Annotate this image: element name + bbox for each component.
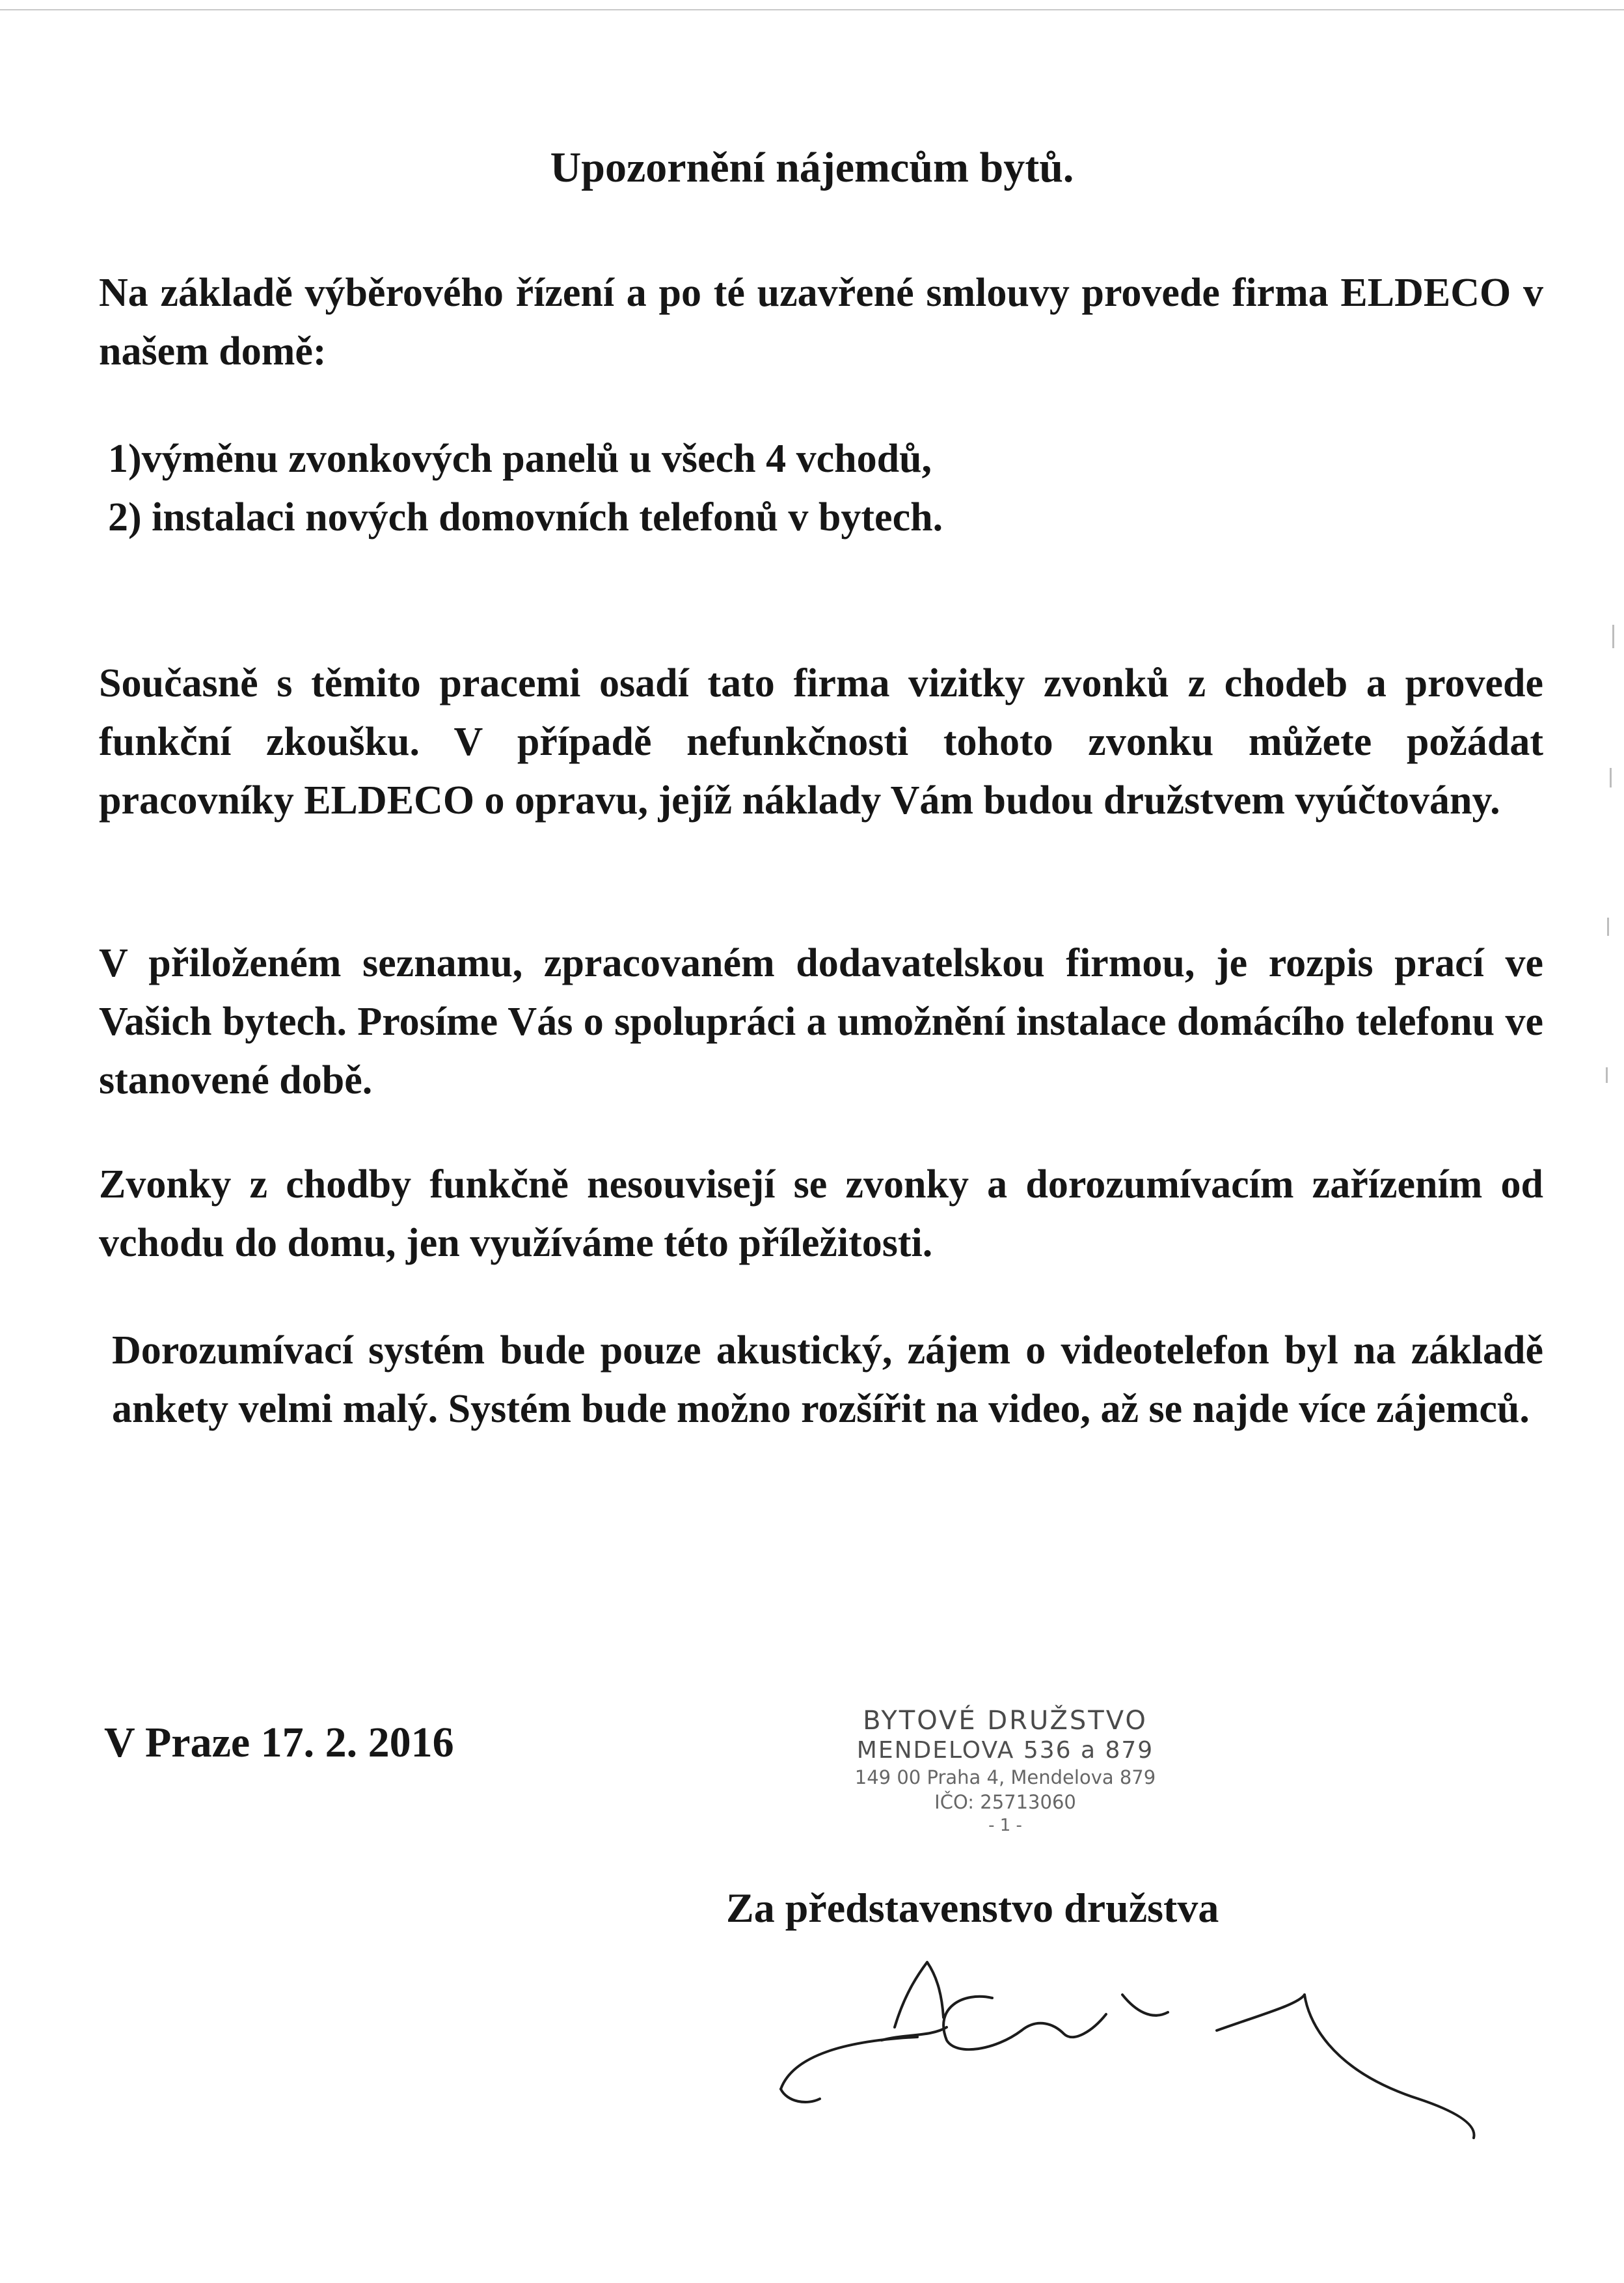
stamp-line: BYTOVÉ DRUŽSTVO: [863, 1706, 1148, 1736]
scan-edge-mark: [1606, 1067, 1608, 1083]
intro-paragraph: Na základě výběrového řízení a po té uzavřené smlouvy provede firma ELDECO v našem domě:: [99, 271, 1543, 374]
handwritten-signature: [768, 1959, 1483, 2174]
paragraph-corridor-bells: Zvonky z chodby funkčně nesouvisejí se zvonky a dorozumívacím zařízením od vchodu do domu, jen využíváme této příležitosti.: [99, 1162, 1543, 1265]
scan-top-border: [0, 9, 1624, 10]
paragraph-installation: Současně s těmito pracemi osadí tato firma vizitky zvonků z chodeb a provede funkční zkoušku. V případě nefunkčnosti tohoto zvonku můžete požádat pracovníky ELDECO o opravu, jejíž náklady Vám budou družstvem vyúčtovány.: [99, 661, 1543, 823]
list-item: 1)výměnu zvonkových panelů u všech 4 vchodů,: [108, 437, 932, 481]
stamp-line: MENDELOVA 536 a 879: [856, 1737, 1154, 1764]
scan-edge-mark: [1607, 918, 1609, 936]
scan-edge-mark: [1612, 625, 1614, 648]
scan-edge-mark: [1610, 768, 1612, 787]
document-title: Upozornění nájemcům bytů.: [550, 144, 1074, 191]
date-line: V Praze 17. 2. 2016: [104, 1719, 454, 1766]
work-list: [99, 430, 1543, 547]
paragraph-schedule: V přiloženém seznamu, zpracovaném dodavatelskou firmou, je rozpis prací ve Vašich bytech. Prosíme Vás o spolupráci a umožnění instalace domácího telefonu ve stanovené době.: [99, 941, 1543, 1102]
stamp-line: IČO: 25713060: [934, 1791, 1076, 1813]
list-item: 2) instalaci nových domovních telefonů v bytech.: [108, 495, 943, 540]
signatory-line: Za představenstvo družstva: [726, 1885, 1219, 1931]
cooperative-stamp: [817, 1705, 1194, 1837]
stamp-line: - 1 -: [988, 1816, 1022, 1835]
stamp-line: 149 00 Praha 4, Mendelova 879: [854, 1766, 1156, 1788]
paragraph-intercom-system: Dorozumívací systém bude pouze akustický, zájem o videotelefon byl na základě ankety velmi malý. Systém bude možno rozšířit na video, až se najde více zájemců.: [112, 1328, 1543, 1431]
